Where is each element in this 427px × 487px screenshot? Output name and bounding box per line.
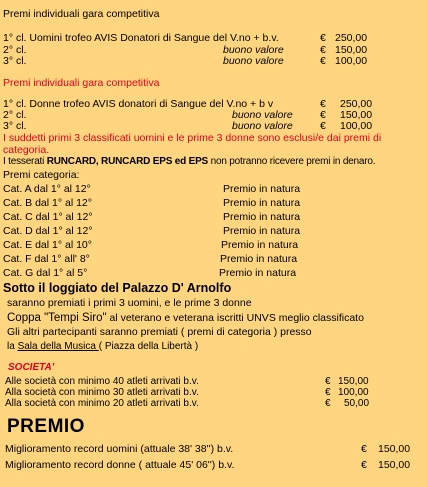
donne-row-3-currency: € [320,120,326,132]
uomini-row-3-currency: € [320,55,326,67]
donne-row-1-amount: 250,00 [340,98,373,110]
donne-row-3-label: 3° cl. [3,120,27,132]
coppa-line [7,313,364,325]
cat-row-b-label: Cat. B dal 1° al 12° [3,197,92,209]
societa-row-1-currency: € [325,376,331,387]
premiazione-line-1: saranno premiati i primi 3 uomini, e le prime 3 donne [7,297,252,309]
premio-row-2-amount: 150,00 [378,459,411,471]
donne-row-3-amount: 100,00 [340,120,373,132]
uomini-row-2-voucher: buono valore [223,44,284,56]
cat-row-a-prize: Premio in natura [223,183,301,195]
cat-row-c-label: Cat. C dal 1° al 12° [3,211,93,223]
donne-row-1-label: 1° cl. Donne trofeo AVIS donatori di Sangue del V.no + b v [3,98,274,110]
tesserati-prefix: I tesserati [3,156,47,167]
societa-row-2-currency: € [325,387,331,398]
societa-row-1-amount: 150,00 [338,376,369,387]
cat-row-a-label: Cat. A dal 1° al 12° [3,183,91,195]
societa-heading: SOCIETA' [8,362,55,373]
uomini-heading: Premi individuali gara competitiva [3,8,160,20]
donne-row-1-currency: € [320,98,326,110]
cat-row-e-label: Cat. E dal 1° al 10° [3,239,92,251]
cat-row-g-prize: Premio in natura [219,267,297,279]
donne-row-2-amount: 150,00 [340,109,373,121]
uomini-row-3-label: 3° cl. [3,55,27,67]
uomini-row-1-label: 1° cl. Uomini trofeo AVIS Donatori di Sangue del V.no + b.v. [3,32,279,44]
loggiato-heading: Sotto il loggiato del Palazzo D' Arnolfo [3,281,232,295]
cat-row-g-label: Cat. G dal 1° al 5° [3,267,88,279]
tesserati-cards: RUNCARD, RUNCARD EPS ed EPS [46,156,209,167]
uomini-row-1-currency: € [320,32,326,44]
premio-row-1-amount: 150,00 [378,443,411,455]
premio-heading: PREMIO [7,416,85,437]
donne-row-2-label: 2° cl. [3,109,27,121]
cat-row-e-prize: Premio in natura [221,239,299,251]
cat-row-f-prize: Premio in natura [220,253,298,265]
donne-row-2-voucher: buono valore [232,109,293,121]
uomini-row-1-amount: 250,00 [335,32,368,44]
societa-row-1-label: Alle società con minimo 40 atleti arrivati b.v. [5,376,199,387]
cat-row-f-label: Cat. F dal 1° all' 8° [3,253,90,265]
cat-row-d-prize: Premio in natura [223,225,301,237]
donne-row-2-currency: € [320,109,326,121]
societa-row-3-amount: 50,00 [344,398,370,409]
societa-row-3-label: Alla società con minimo 20 atleti arrivati b.v. [5,398,199,409]
uomini-row-2-currency: € [320,44,326,56]
sala-name: Sala della Musica [17,341,99,352]
societa-row-3-currency: € [325,398,331,409]
sala-line [7,342,198,352]
tesserati-suffix: non potranno ricevere premi in denaro. [208,156,376,167]
uomini-row-3-voucher: buono valore [223,55,284,67]
sala-suffix: ( Piazza della Libertà ) [98,341,199,352]
societa-row-2-amount: 100,00 [338,387,369,398]
cat-row-c-prize: Premio in natura [223,211,301,223]
donne-row-3-voucher: buono valore [232,120,293,132]
categorie-heading: Premi categoria: [3,169,80,181]
cat-row-b-prize: Premio in natura [223,197,301,209]
premiazione-line-3: Gli altri partecipanti saranno premiati ( premi di categoria ) presso [7,326,312,338]
cat-row-d-label: Cat. D dal 1° al 12° [3,225,93,237]
uomini-row-2-label: 2° cl. [3,44,27,56]
premio-row-2-label: Miglioramento record donne ( attuale 45' 06'') b.v. [5,459,235,471]
tesserati-note [3,157,375,167]
coppa-rest: al veterano e veterana iscritti UNVS meglio classificato [106,312,364,324]
premio-row-1-currency: € [361,443,367,455]
coppa-name: Coppa "Tempi Siro" [7,312,107,324]
premio-row-2-currency: € [361,459,367,471]
sala-prefix: la [7,341,18,352]
uomini-row-2-amount: 150,00 [335,44,368,56]
esclusi-note: I suddetti primi 3 classificati uomini e le prime 3 donne sono esclusi/e dai premi di categoria. [3,132,382,156]
uomini-row-3-amount: 100,00 [335,55,368,67]
donne-heading: Premi individuali gara competitiva [3,77,160,89]
premio-row-1-label: Miglioramento record uomini (attuale 38' 38'') b.v. [5,443,234,455]
societa-row-2-label: Alla società con minimo 30 atleti arrivati b.v. [5,387,199,398]
